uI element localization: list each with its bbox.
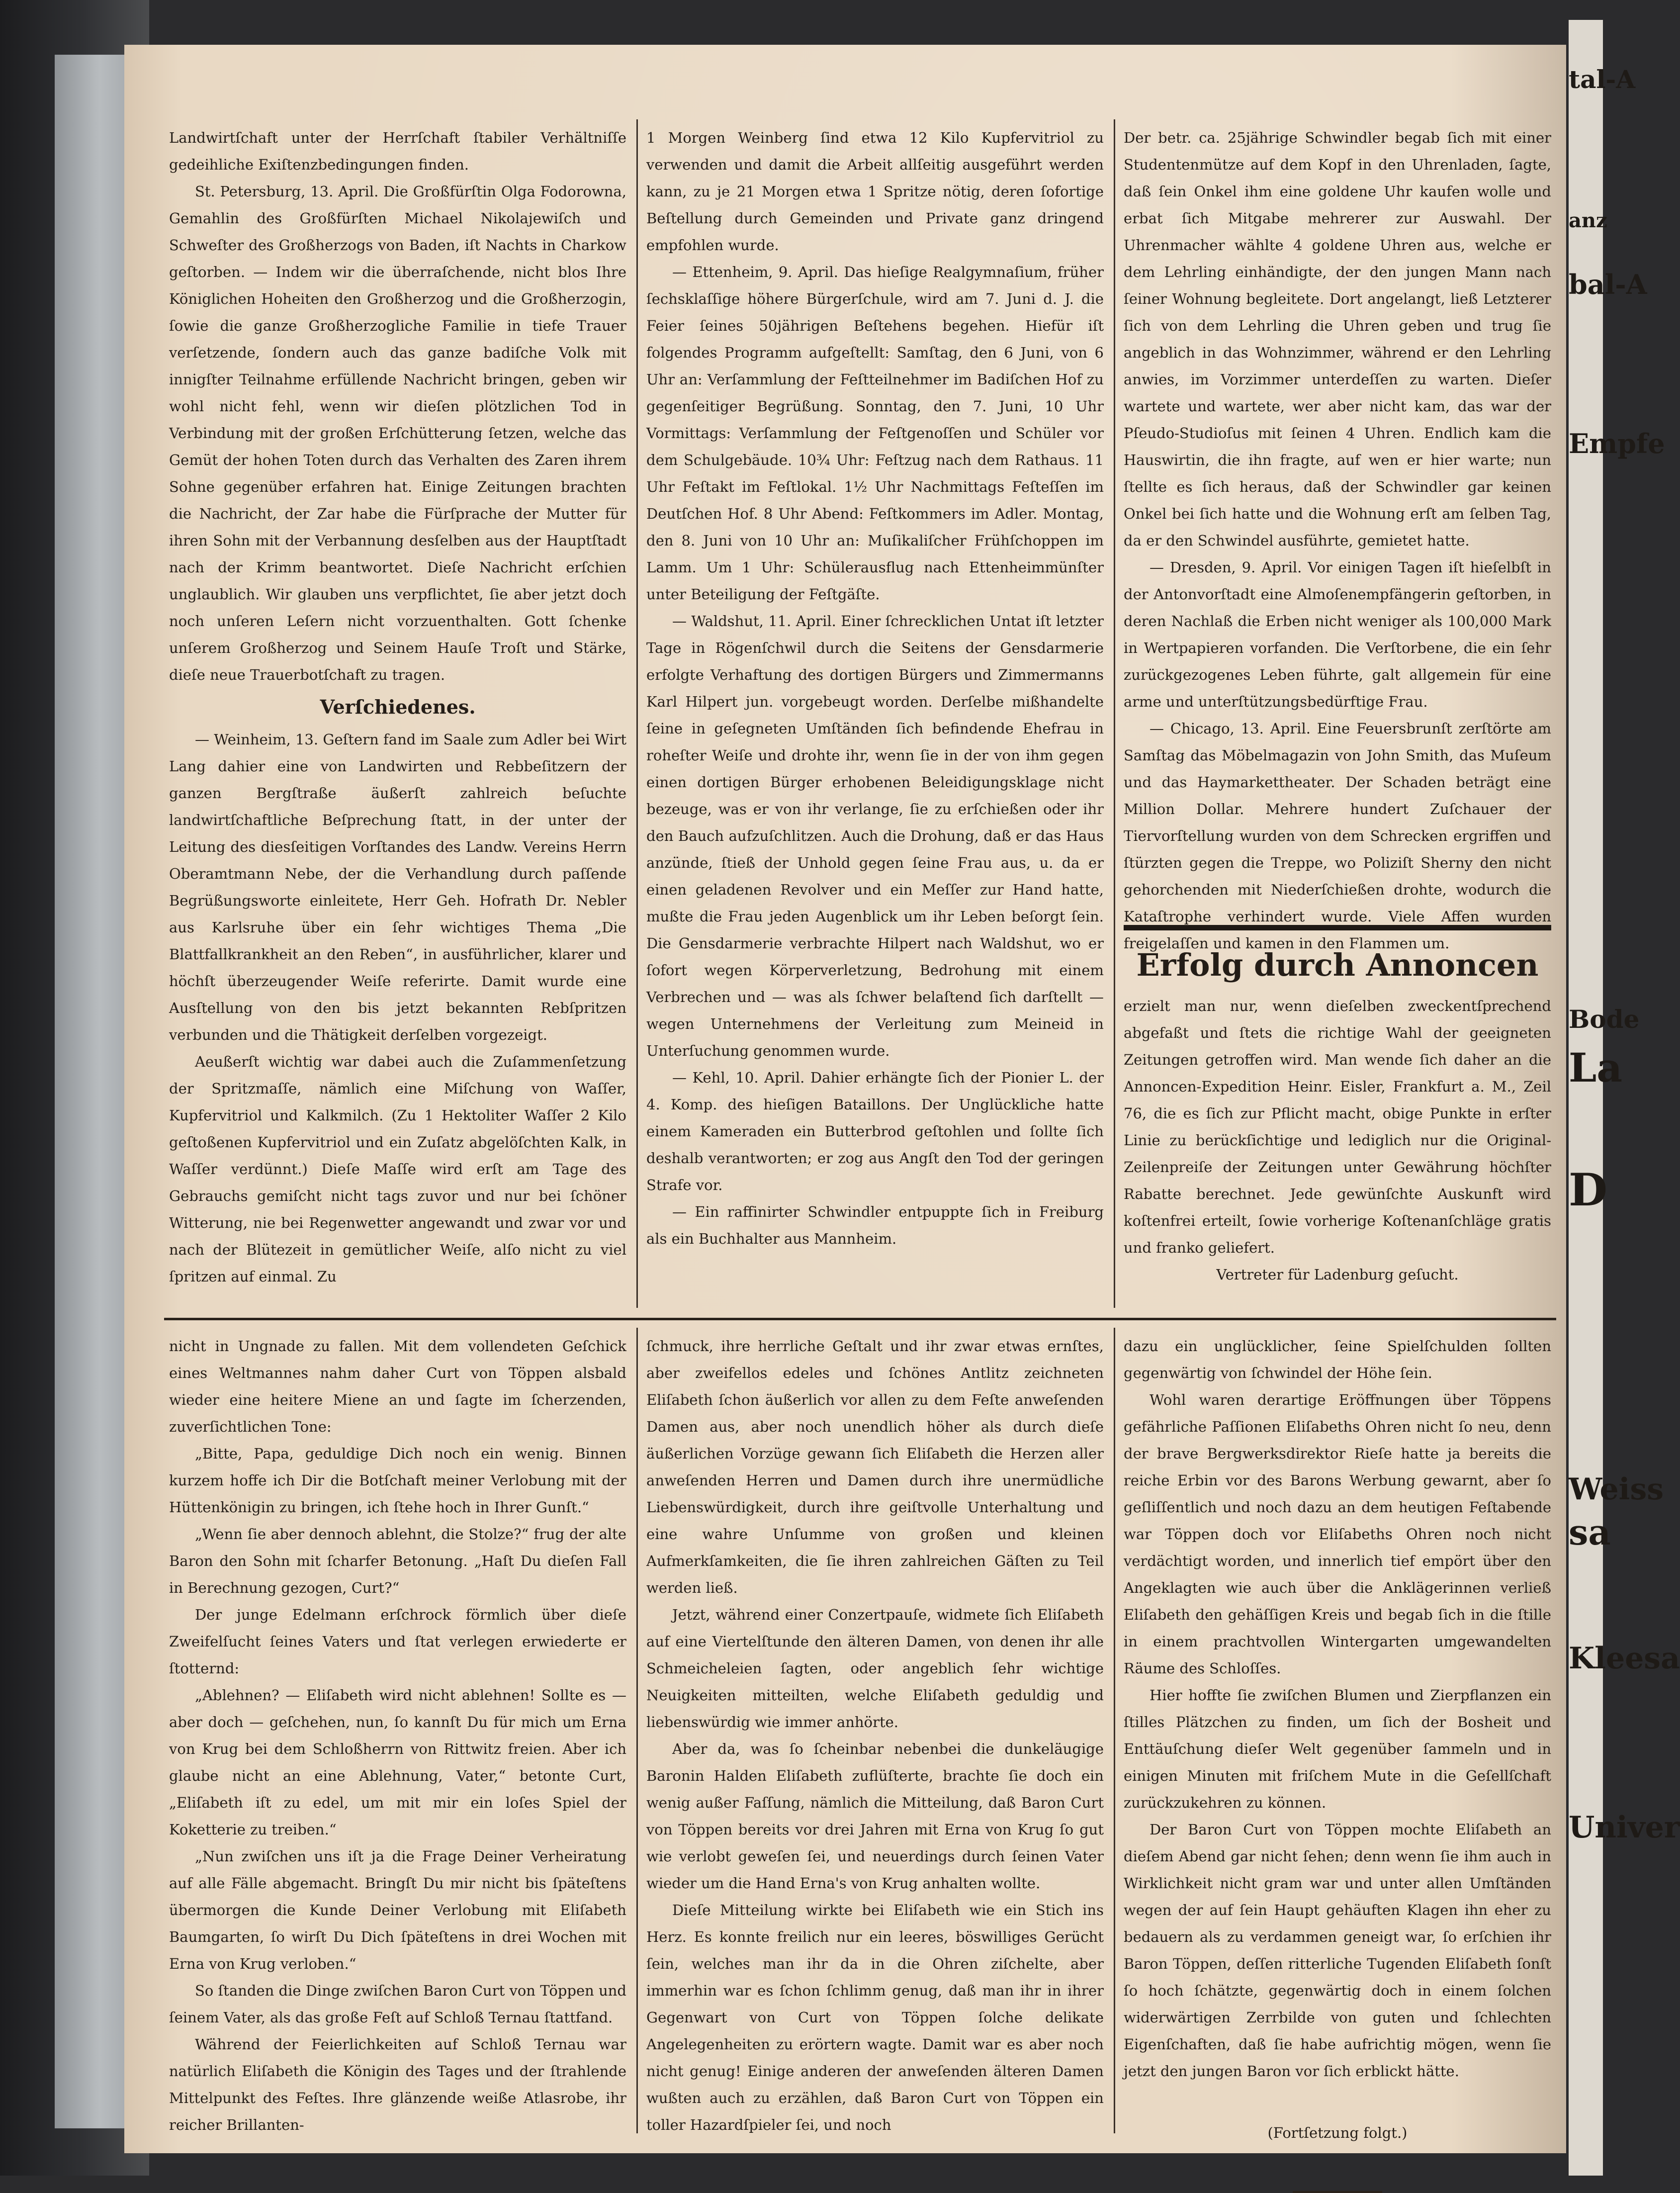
next-page-fragment: anz: [1569, 209, 1607, 232]
ad-top-bar: [1124, 925, 1551, 930]
story-column-2: [646, 1333, 1104, 2138]
next-page-fragment: La: [1569, 1044, 1623, 1091]
next-page-fragment: Weiss: [1569, 1472, 1664, 1507]
story-paragraph: Dieſe Mitteilung wirkte bei Eliſabeth wie ein Stich ins Herz. Es konnte freilich nur ein leeres, böswilliges Gerücht ſein, welches man ihr da in die Ohren ziſchelte, aber immerhin war es ſchon ſchlimm genug, daß man ihr in ihrer Gegenwart von Curt von Töppen ſolche delikate Angelegenheiten zu erörtern wagte. Damit war es aber noch nicht genug! Einige anderen der anweſenden älteren Damen wußten auch zu erzählen, daß Baron Curt von Töppen ein toller Hazardſpieler ſei, und noch: [646, 1902, 1104, 2133]
story-paragraph: So ſtanden die Dinge zwiſchen Baron Curt von Töppen und ſeinem Vater, als das große Feſt auf Schloß Ternau ſtattfand.: [169, 1982, 626, 2026]
section-divider: [164, 1318, 1556, 1320]
article-paragraph: — Waldshut, 11. April. Einer ſchrecklichen Untat iſt letzter Tage in Rögenſchwil durch die Seitens der Gensdarmerie erfolgte Verhaftung des dortigen Bürgers und Zimmermanns Karl Hilpert jun. vorgebeugt worden. Derſelbe mißhandelte ſeine in geſegneten Umſtänden ſich befindende Ehefrau in roheſter Weiſe und drohte ihr, wenn ſie in der von ihm gegen einen dortigen Bürger erhobenen Beleidigungsklage nicht bezeuge, was er von ihr verlange, ſie zu erſchießen oder ihr den Bauch aufzuſchlitzen. Auch die Drohung, daß er das Haus anzünde, ſtieß der Unhold gegen ſeine Frau aus, u. da er einen geladenen Revolver und ein Meſſer zur Hand hatte, mußte die Frau jeden Augenblick um ihr Leben beſorgt ſein. Die Gensdarmerie verbrachte Hilpert nach Waldshut, wo er ſofort wegen Körperverletzung, Bedrohung mit einem Verbrechen und — was als ſchwer belaſtend ſich darſtellt — wegen Unternehmens der Verleitung zum Meineid in Unterſuchung genommen wurde.: [646, 613, 1104, 1059]
next-page-fragment: bal-A: [1569, 269, 1647, 300]
next-page-fragment: sa: [1569, 1512, 1611, 1553]
ad-footer: Vertreter für Ladenburg geſucht.: [1216, 1266, 1459, 1283]
story-column-3: [1124, 1333, 1551, 2193]
story-paragraph: nicht in Ungnade zu fallen. Mit dem vollendeten Geſchick eines Weltmannes nahm daher Curt von Töppen alsbald wieder eine heitere Miene an und ſagte im ſcherzenden, zuverſichtlichen Tone:: [169, 1338, 626, 1435]
article-paragraph: — Kehl, 10. April. Dahier erhängte ſich der Pionier L. der 4. Komp. des hieſigen Bataillons. Der Unglückliche hatte einem Kameraden ein Butterbrod geſtohlen und ſollte ſich deshalb verantworten; er zog aus Angſt den Tod der geringen Strafe vor.: [646, 1069, 1104, 1193]
story-paragraph: „Wenn ſie aber dennoch ablehnt, die Stolze?“ frug der alte Baron den Sohn mit ſcharfer Betonung. „Haſt Du dieſen Fall in Berechnung gezogen, Curt?“: [169, 1526, 626, 1596]
page-gutter-strip: [55, 55, 129, 2128]
story-continuation: (Fortſetzung folgt.): [1267, 2124, 1408, 2141]
next-page-fragment: Univer: [1569, 1810, 1680, 1845]
story-paragraph: Wohl waren derartige Eröffnungen über Töppens gefährliche Paſſionen Eliſabeths Ohren nicht ſo neu, denn der brave Bergwerksdirektor Rieſe hatte ja bereits die reiche Erbin vor des Barons Werbung gewarnt, aber ſo geſliſſentlich und noch dazu an dem heutigen Feſtabende war Töppen doch vor Eliſabeths Ohren noch nicht verdächtigt worden, und innerlich tief empört über den Angeklagten wie auch über die Anklägerinnen verließ Eliſabeth den gehäſſigen Kreis und begab ſich in die ſtille in einem prachtvollen Wintergarten umgewandelten Räume des Schloſſes.: [1124, 1391, 1551, 1677]
column-rule: [636, 1328, 638, 2133]
next-page-fragment: Kleesa: [1569, 1641, 1680, 1676]
next-page-fragment: tal-A: [1569, 65, 1636, 94]
next-page-edge: [1569, 20, 1680, 2176]
section-heading-verschiedenes: Verſchiedenes.: [320, 696, 476, 718]
article-paragraph: Der betr. ca. 25jährige Schwindler begab ſich mit einer Studentenmütze auf dem Kopf in den Uhrenladen, ſagte, daß ſein Onkel ihm eine goldene Uhr kaufen wolle und erbat ſich Mitgabe mehrerer zur Auswahl. Der Uhrenmacher wählte 4 goldene Uhren aus, welche er dem Lehrling einhändigte, der den jungen Mann nach ſeiner Wohnung begleitete. Dort angelangt, ließ Letzterer ſich von dem Lehrling die Uhren geben und trug ſie angeblich in das Wohnzimmer, während er den Lehrling anwies, im Vorzimmer unterdeſſen zu warten. Dieſer wartete und wartete, wer aber nicht kam, das war der Pſeudo-Studioſus mit ſeinen 4 Uhren. Endlich kam die Hauswirtin, die ihn fragte, auf wen er hier warte; nun ſtellte es ſich heraus, daß der Schwindler gar keinen Onkel bei ſich hatte und die Wohnung erſt am ſelben Tag, da er den Schwindel ausführte, gemietet hatte.: [1124, 129, 1551, 549]
story-paragraph: „Ablehnen? — Eliſabeth wird nicht ablehnen! Sollte es — aber doch — geſchehen, nun, ſo kannſt Du für mich um Erna von Krug bei dem Schloßherrn von Rittwitz freien. Aber ich glaube nicht an eine Ablehnung, Vater,“ betonte Curt, „Eliſabeth iſt zu edel, um mit mir ein loſes Spiel der Koketterie zu treiben.“: [169, 1687, 626, 1838]
newspaper-page: [124, 45, 1566, 2153]
article-paragraph: — Chicago, 13. April. Eine Feuersbrunſt zerſtörte am Samſtag das Möbelmagazin von John Smith, das Muſeum und das Haymarkettheater. Der Schaden beträgt eine Million Dollar. Mehrere hundert Zuſchauer der Tiervorſtellung wurden von dem Schrecken ergriffen und ſtürzten gegen die Treppe, wo Poliziſt Sherny den nicht gehorchenden mit Niederſchießen drohte, wodurch die Kataſtrophe verhindert wurde. Viele Affen wurden freigelaſſen und kamen in den Flammen um.: [1124, 720, 1551, 952]
article-paragraph: — Weinheim, 13. Geſtern fand im Saale zum Adler bei Wirt Lang dahier eine von Landwirten und Rebbeſitzern der ganzen Bergſtraße äußerſt zahlreich beſuchte landwirtſchaftliche Beſprechung ſtatt, in der unter der Leitung des diesſeitigen Vorſtandes des Landw. Vereins Herrn Oberamtmann Nebe, der die Verhandlung durch paſſende Begrüßungsworte einleitete, Herr Geh. Hofrath Dr. Nebler aus Karlsruhe über ein ſehr wichtiges Thema „Die Blattfallkrankheit an den Reben“, in ausführlicher, klarer und höchſt überzeugender Weiſe referirte. Damit wurde eine Ausſtellung von den bis jetzt bekannten Rebſpritzen verbunden und die Thätigkeit derſelben vorgezeigt.: [169, 731, 626, 1043]
story-paragraph: „Bitte, Papa, geduldige Dich noch ein wenig. Binnen kurzem hoffe ich Dir die Botſchaft meiner Verlobung mit der Hüttenkönigin zu bringen, ich ſtehe hoch in Ihrer Gunſt.“: [169, 1445, 626, 1516]
story-paragraph: Aber da, was ſo ſcheinbar nebenbei die dunkeläugige Baronin Halden Eliſabeth zuflüſterte, brachte ſie doch ein wenig außer Faſſung, nämlich die Mitteilung, daß Baron Curt von Töppen bereits vor drei Jahren mit Erna von Krug ſo gut wie verlobt geweſen ſei, und neuerdings durch ſeinen Vater wieder um die Hand Erna's von Krug anhalten wollte.: [646, 1740, 1104, 1892]
article-paragraph: Landwirtſchaft unter der Herrſchaft ſtabiler Verhältniſſe gedeihliche Exiſtenzbedingungen finden.: [169, 129, 626, 173]
story-paragraph: „Nun zwiſchen uns iſt ja die Frage Deiner Verheiratung auf alle Fälle abgemacht. Bringſt Du mir nicht bis ſpäteſtens übermorgen die Kunde Deiner Verlobung mit Eliſabeth Baumgarten, ſo wirſt Du Dich ſpäteſtens in drei Wochen mit Erna von Krug verloben.“: [169, 1848, 626, 1972]
article-paragraph: St. Petersburg, 13. April. Die Großfürſtin Olga Fodorowna, Gemahlin des Großfürſten Michael Nikolajewiſch und Schweſter des Großherzogs von Baden, iſt Nachts in Charkow geſtorben. — Indem wir die überraſchende, nicht blos Ihre Königlichen Hoheiten den Großherzog und die Großherzogin, ſowie die ganze Großherzogliche Familie in tiefe Trauer verſetzende, ſondern auch das ganze badiſche Volk mit innigſter Teilnahme erfüllende Nachricht bringen, geben wir wohl nicht fehl, wenn wir dieſen plötzlichen Tod in Verbindung mit der großen Erſchütterung ſetzen, welche das Gemüt der hohen Toten durch das Verhalten des Zaren ihrem Sohne gegenüber erfahren hat. Einige Zeitungen brachten die Nachricht, der Zar habe die Fürſprache der Mutter für ihren Sohn mit der Verbannung desſelben aus der Hauptſtadt nach der Krimm beantwortet. Dieſe Nachricht erſchien unglaublich. Wir glauben uns verpflichtet, ſie aber jetzt doch noch unſeren Leſern nicht vorzuenthalten. Gott ſchenke unſerem Großherzog und Seinem Hauſe Troſt und Stärke, dieſe neue Trauerbotſchaft zu tragen.: [169, 183, 626, 683]
story-column-1: [169, 1333, 626, 2138]
advertisement-annoncen: [1124, 940, 1551, 1288]
article-paragraph: Aeußerſt wichtig war dabei auch die Zuſammenſetzung der Spritzmaſſe, nämlich eine Miſchung von Waſſer, Kupfervitriol und Kalkmilch. (Zu 1 Hektoliter Waſſer 2 Kilo geſtoßenen Kupfervitriol und ein Zuſatz abgelöſchten Kalk, in Waſſer verdünnt.) Dieſe Maſſe wird erſt am Tage des Gebrauchs gemiſcht nicht tags zuvor und nur bei ſchöner Witterung, nie bei Regenwetter angewandt und zwar vor und nach der Blütezeit in gemütlicher Weiſe, alſo nicht zu viel ſpritzen auf einmal. Zu: [169, 1053, 626, 1285]
story-paragraph: Jetzt, während einer Conzertpauſe, widmete ſich Eliſabeth auf eine Viertelſtunde den älteren Damen, von denen ihr alle Schmeicheleien ſagten, oder angeblich ſehr wichtige Neuigkeiten mitteilten, welche Eliſabeth geduldig und liebenswürdig wie immer anhörte.: [646, 1606, 1104, 1731]
column-3-top: [1124, 124, 1551, 957]
ad-text: erzielt man nur, wenn dieſelben zweckentſprechend abgefaßt und ſtets die richtige Wahl der geeigneten Zeitungen getroffen wird. Man wende ſich daher an die Annoncen-Expedition Heinr. Eisler, Frankfurt a. M., Zeil 76, die es ſich zur Pflicht macht, obige Punkte in erſter Linie zu berückſichtige und lediglich nur die Original-Zeilenpreiſe der Zeitungen unter Gewährung höchſter Rabatte berechnet. Jede gewünſchte Auskunft wird koſtenfrei erteilt, ſowie vorherige Koſtenanſchläge gratis und franko geliefert.: [1124, 998, 1551, 1256]
column-2-top: [646, 124, 1104, 1252]
story-paragraph: dazu ein unglücklicher, ſeine Spielſchulden ſollten gegenwärtig von ſchwindel der Höhe ſein.: [1124, 1338, 1551, 1381]
ad-heading: Erfolg durch Annoncen: [1136, 947, 1539, 983]
next-page-fragment: Empfe: [1569, 428, 1665, 459]
story-paragraph: Der junge Edelmann erſchrock förmlich über dieſe Zweifelſucht ſeines Vaters und ſtat verlegen erwiederte er ſtotternd:: [169, 1606, 626, 1677]
column-rule: [636, 119, 638, 1308]
story-paragraph: Während der Feierlichkeiten auf Schloß Ternau war natürlich Eliſabeth die Königin des Tages und der ſtrahlende Mittelpunkt des Feſtes. Ihre glänzende weiße Atlasrobe, ihr reicher Brillanten-: [169, 2036, 626, 2133]
article-paragraph: — Ein raffinirter Schwindler entpuppte ſich in Freiburg als ein Buchhalter aus Mannheim.: [646, 1203, 1104, 1247]
column-rule: [1114, 1328, 1115, 2133]
story-paragraph: Der Baron Curt von Töppen mochte Eliſabeth an dieſem Abend gar nicht ſehen; denn wenn ſie ihm auch in Wirklichkeit nicht gram war und unter allen Umſtänden wegen der auf ſein Haupt gehäuften Klagen ihn eher zu bedauern als zu verdammen geneigt war, ſo erſchien ihr Baron Töppen, deſſen ritterliche Tugenden Eliſabeth ſonſt ſo hoch ſchätzte, gegenwärtig doch in einem ſolchen widerwärtigen Zerrbilde von guten und ſchlechten Eigenſchaften, daß ſie habe aufrichtig mögen, wenn ſie jetzt den jungen Baron vor ſich erblickt hätte.: [1124, 1821, 1551, 2080]
story-paragraph: Hier hoffte ſie zwiſchen Blumen und Zierpflanzen ein ſtilles Plätzchen zu finden, um ſich der Bosheit und Enttäuſchung dieſer Welt gegenüber ſammeln und in einigen Minuten mit friſchem Mute in die Geſellſchaft zurückzukehren zu können.: [1124, 1687, 1551, 1811]
end-dash: [1293, 2191, 1382, 2193]
next-page-fragment: D: [1569, 1164, 1608, 1216]
article-paragraph: — Ettenheim, 9. April. Das hieſige Realgymnaſium, früher ſechsklaſſige höhere Bürgerſchule, wird am 7. Juni d. J. die Feier ſeines 50jährigen Beſtehens begehen. Hiefür iſt folgendes Programm aufgeſtellt: Samſtag, den 6 Juni, von 6 Uhr an: Verſammlung der Feſtteilnehmer im Badiſchen Hof zu gegenſeitiger Begrüßung. Sonntag, den 7. Juni, 10 Uhr Vormittags: Verſammlung der Feſtgenoſſen und Schüler vor dem Schulgebäude. 10¾ Uhr: Feſtzug nach dem Rathaus. 11 Uhr Feſtakt im Feſtlokal. 1½ Uhr Nachmittags Feſteſſen im Deutſchen Hof. 8 Uhr Abend: Feſtkommers im Adler. Montag, den 8. Juni von 10 Uhr an: Muſikaliſcher Frühſchoppen im Lamm. Um 1 Uhr: Schülerausflug nach Ettenheimmünſter unter Beteiligung der Feſtgäſte.: [646, 264, 1104, 603]
column-rule: [1114, 119, 1115, 1308]
column-1-top: [169, 124, 626, 1290]
article-paragraph: 1 Morgen Weinberg ſind etwa 12 Kilo Kupfervitriol zu verwenden und damit die Arbeit allſeitig ausgeführt werden kann, zu je 21 Morgen etwa 1 Spritze nötig, deren ſofortige Beſtellung durch Gemeinden und Private ganz dringend empfohlen wurde.: [646, 129, 1104, 254]
article-paragraph: — Dresden, 9. April. Vor einigen Tagen iſt hieſelbſt in der Antonvorſtadt eine Almoſenempfängerin geſtorben, in deren Nachlaß die Erben nicht weniger als 100,000 Mark in Wertpapieren vorfanden. Die Verſtorbene, die ein ſehr zurückgezogenes Leben führte, galt allgemein für eine arme und unterſtützungsbedürftige Frau.: [1124, 559, 1551, 710]
story-paragraph: ſchmuck, ihre herrliche Geſtalt und ihr zwar etwas ernſtes, aber zweifellos edeles und ſchönes Antlitz zeichneten Eliſabeth ſchon äußerlich vor allen zu dem Feſte anweſenden Damen aus, aber noch unendlich höher als durch dieſe äußerlichen Vorzüge gewann ſich Eliſabeth die Herzen aller anweſenden Herren und Damen durch ihre unermüdliche Liebenswürdigkeit, durch ihre geiſtvolle Unterhaltung und eine wahre Unſumme von großen und kleinen Aufmerkſamkeiten, die ſie ihren zahlreichen Gäſten zu Teil werden ließ.: [646, 1338, 1104, 1596]
next-page-fragment: Bode: [1569, 1005, 1640, 1034]
